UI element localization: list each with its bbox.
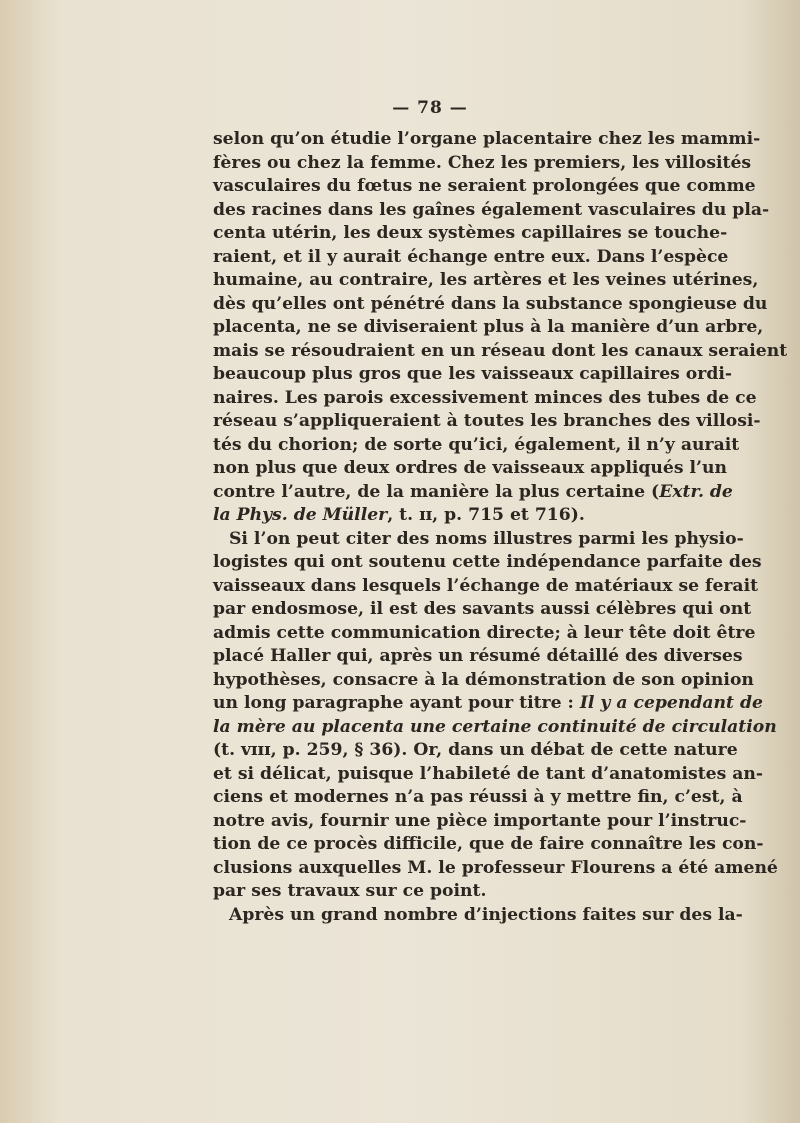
text-line: et si délicat, puisque l’habileté de tant d’anatomistes an- — [213, 763, 764, 784]
text-line: tion de ce procès difficile, que de faire connaître les con- — [213, 834, 764, 854]
text-line: logistes qui ont soutenu cette indépendance parfaite des — [213, 552, 762, 572]
text-line: mais se résoudraient en un réseau dont les canaux seraient — [213, 340, 788, 361]
text-line: la Phys. de Müller, t. ɪɪ, p. 715 et 716). — [213, 505, 585, 525]
text-line: la mère au placenta une certaine continuité de circulation — [213, 716, 777, 737]
text-line: centa utérin, les deux systèmes capillaires se touche- — [213, 223, 728, 243]
text-line: fères ou chez la femme. Chez les premiers, les villosités — [213, 152, 752, 173]
body-text — [213, 128, 788, 927]
text-line: tés du chorion; de sorte qu’ici, également, il n’y aurait — [213, 434, 740, 455]
text-line: raient, et il y aurait échange entre eux. Dans l’espèce — [213, 246, 729, 267]
text-line: naires. Les parois excessivement minces des tubes de ce — [213, 387, 757, 408]
text-line: placenta, ne se diviseraient plus à la manière d’un arbre, — [213, 317, 764, 337]
text-line: clusions auxquelles M. le professeur Flourens a été amené — [213, 857, 778, 878]
text-line: admis cette communication directe; à leur tête doit être — [213, 622, 756, 643]
text-line: selon qu’on étudie l’organe placentaire chez les mammi- — [213, 129, 761, 149]
text-line: (t. ᴠɪɪɪ, p. 259, § 36). Or, dans un débat de cette nature — [213, 740, 738, 760]
text-line: beaucoup plus gros que les vaisseaux capillaires ordi- — [213, 364, 732, 384]
text-line: un long paragraphe ayant pour titre : Il y a cependant de — [213, 693, 763, 713]
text-line: vasculaires du fœtus ne seraient prolongées que comme — [213, 176, 756, 196]
text-line: Si l’on peut citer des noms illustres parmi les physio- — [229, 528, 744, 549]
text-line: par ses travaux sur ce point. — [213, 881, 487, 901]
text-line: des racines dans les gaînes également vasculaires du pla- — [213, 199, 770, 220]
page-number: — 78 — — [392, 98, 468, 118]
text-line: notre avis, fournir une pièce importante pour l’instruc- — [213, 810, 747, 831]
text-line: humaine, au contraire, les artères et les veines utérines, — [213, 270, 759, 290]
text-line: par endosmose, il est des savants aussi célèbres qui ont — [213, 599, 752, 619]
text-line: non plus que deux ordres de vaisseaux appliqués l’un — [213, 458, 728, 478]
text-line: contre l’autre, de la manière la plus certaine (Extr. de — [213, 481, 733, 502]
text-line: réseau s’appliqueraient à toutes les branches des villosi- — [213, 411, 761, 431]
text-line: ciens et modernes n’a pas réussi à y mettre fin, c’est, à — [213, 787, 743, 807]
text-line: dès qu’elles ont pénétré dans la substance spongieuse du — [213, 293, 768, 314]
text-line: placé Haller qui, après un résumé détaillé des diverses — [213, 646, 743, 666]
text-line: Après un grand nombre d’injections faites sur des la- — [229, 904, 743, 925]
text-line: hypothèses, consacre à la démonstration de son opinion — [213, 669, 754, 690]
text-line: vaisseaux dans lesquels l’échange de matériaux se ferait — [213, 575, 759, 596]
